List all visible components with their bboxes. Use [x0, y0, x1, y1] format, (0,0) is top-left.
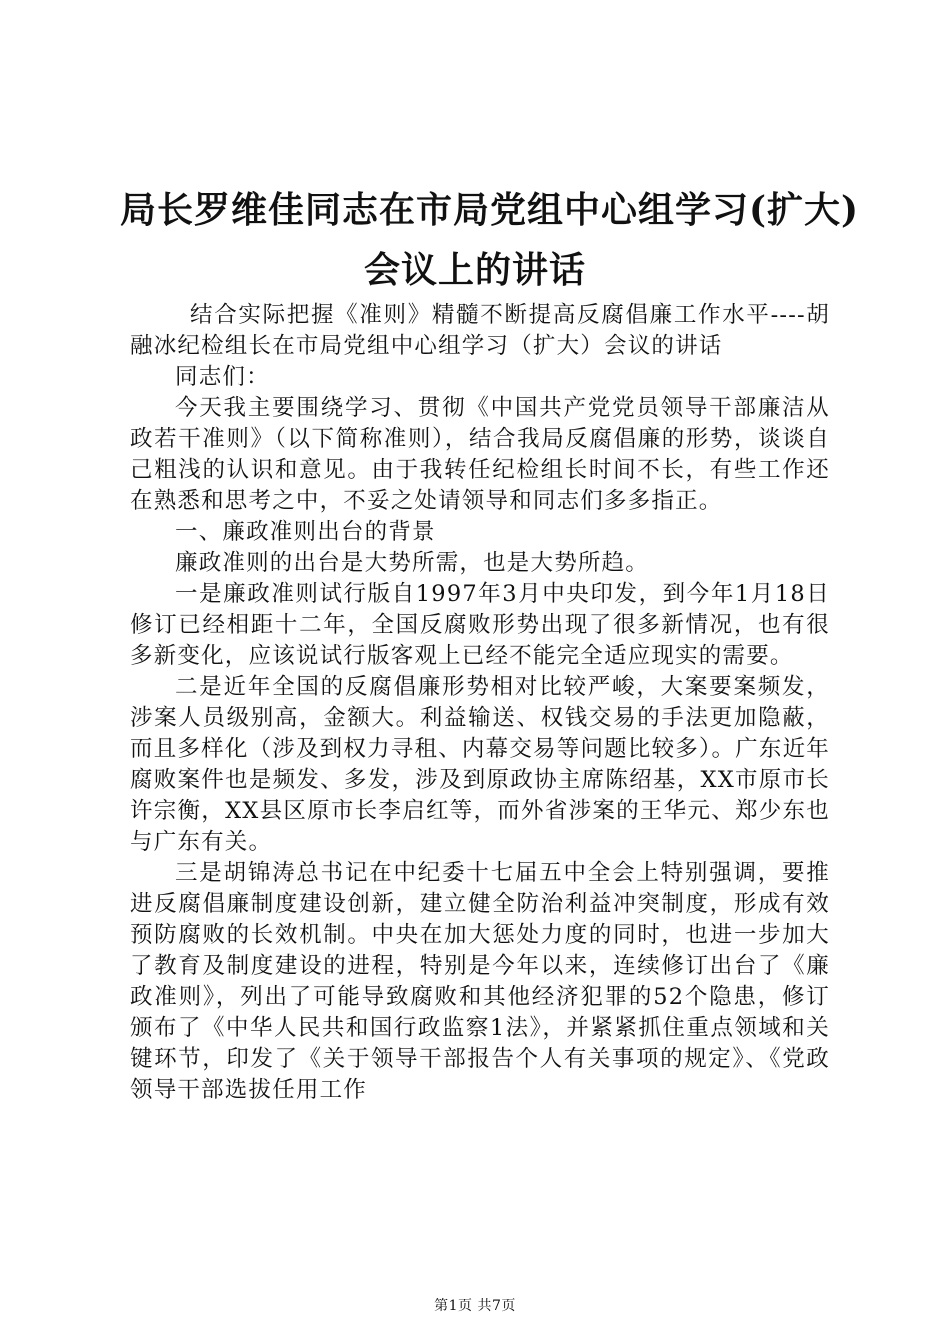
document-title-line-1: 局长罗维佳同志在市局党组中心组学习(扩大) — [120, 189, 860, 231]
body-paragraph: 二是近年全国的反腐倡廉形势相对比较严峻，大案要案频发，涉案人员级别高，金额大。利益输送、权钱交易的手法更加隐蔽，而且多样化（涉及到权力寻租、内幕交易等问题比较多）。广东近年腐败案件也是频发、多发，涉及到原政协主席陈绍基，XX市原市长许宗衡，XX县区原市长李启红等，而外省涉案的王华元、郑少东也与广东有关。 — [130, 674, 830, 855]
document-body — [130, 300, 830, 1106]
document-subtitle: 结合实际把握《准则》精髓不断提高反腐倡廉工作水平----胡融冰纪检组长在市局党组中心组学习（扩大）会议的讲话 — [130, 302, 830, 359]
body-paragraph: 三是胡锦涛总书记在中纪委十七届五中全会上特别强调，要推进反腐倡廉制度建设创新，建立健全防治利益冲突制度，形成有效预防腐败的长效机制。中央在加大惩处力度的同时，也进一步加大了教育及制度建设的进程，特别是今年以来，连续修订出台了《廉政准则》，列出了可能导致腐败和其他经济犯罪的52个隐患，修订颁布了《中华人民共和国行政监察1法》，并紧紧抓住重点领域和关键环节，印发了《关于领导干部报告个人有关事项的规定》、《党政领导干部选拔任用工作 — [130, 860, 830, 1103]
body-paragraph: 今天我主要围绕学习、贯彻《中国共产党党员领导干部廉洁从政若干准则》（以下简称准则），结合我局反腐倡廉的形势，谈谈自己粗浅的认识和意见。由于我转任纪检组长时间不长，有些工作还在熟悉和思考之中，不妥之处请领导和同志们多多指正。 — [130, 395, 830, 514]
salutation: 同志们： — [175, 364, 270, 390]
page-footer: 第1页 共7页 — [434, 1298, 516, 1314]
section-heading: 一、廉政准则出台的背景 — [175, 519, 436, 545]
body-paragraph: 廉政准则的出台是大势所需，也是大势所趋。 — [175, 550, 650, 576]
document-title-line-2: 会议上的讲话 — [363, 249, 586, 291]
body-paragraph: 一是廉政准则试行版自1997年3月中央印发，到今年1月18日修订已经相距十二年，全国反腐败形势出现了很多新情况，也有很多新变化，应该说试行版客观上已经不能完全适应现实的需要。 — [130, 581, 830, 669]
